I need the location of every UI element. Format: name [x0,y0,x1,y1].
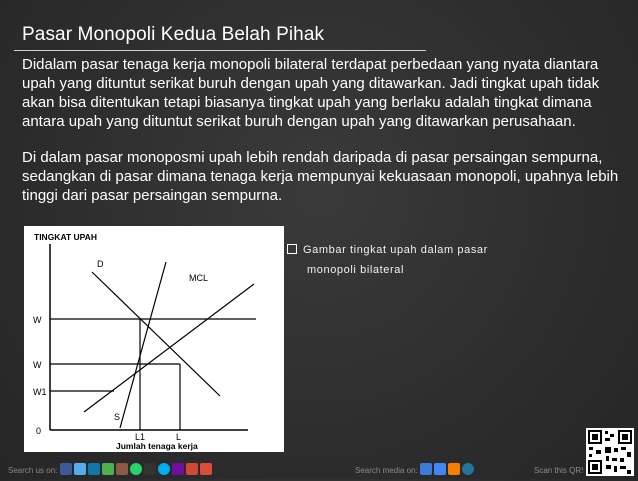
y-tick-w1: W1 [33,387,47,397]
skype-icon[interactable] [158,463,170,475]
x-tick-l: L [176,432,182,442]
google-icon[interactable] [434,463,446,475]
checkbox-bullet-icon [287,244,297,254]
demand-curve [92,272,220,396]
x-tick-l1: L1 [135,432,146,442]
blogger-icon[interactable] [448,463,460,475]
slide-title: Pasar Monopoli Kedua Belah Pihak [22,24,325,45]
footer-bar [0,461,638,479]
origin-label: 0 [36,426,42,436]
chart-xlabel: Jumlah tenaga kerja [116,441,198,451]
supply-label: S [114,412,121,422]
media-icons-right [420,463,474,475]
qr-code [586,428,634,476]
linkedin-icon[interactable] [88,463,100,475]
blackberry-icon[interactable] [144,463,156,475]
chart-ylabel: TINGKAT UPAH [34,232,97,242]
twitter-icon[interactable] [74,463,86,475]
mcl-curve [120,262,166,428]
wage-chart [24,226,284,452]
qr-code-icon [586,428,634,476]
demand-label: D [97,259,104,269]
mcl-label: MCL [189,273,209,283]
caption-line2: monopoli bilateral [307,264,405,276]
finder-icon[interactable] [420,463,432,475]
search-us-label: Search us on: [8,466,58,475]
googleplus-icon[interactable] [200,463,212,475]
wordpress-icon[interactable] [462,463,474,475]
supply-curve [84,284,254,412]
facebook-icon[interactable] [60,463,72,475]
search-media-label: Search media on: [355,466,418,475]
figure-caption [287,240,517,280]
paragraph-bilateral-monopoly: Didalam pasar tenaga kerja monopoli bilateral terdapat perbedaan yang nyata diantara upah yang dituntut serikat buruh dengan upah yang ditawarkan. Jadi tingkat upah tidak akan bisa ditentukan tetapi biasanya tingkat upah yang berlaku adalah tingkat dimana antara upah yang dituntut serikat buruh dengan upah yang ditawarkan perusahaan. [22,56,600,130]
title-underline [14,50,426,51]
social-icons-left [60,463,212,475]
scan-qr-label: Scan this QR! [534,466,584,475]
y-tick-w-middle: W [33,360,42,370]
caption-line1: Gambar tingkat upah dalam pasar [303,244,488,256]
instagram-icon[interactable] [116,463,128,475]
green-icon[interactable] [102,463,114,475]
email-icon[interactable] [186,463,198,475]
y-tick-w-upper: W [33,315,42,325]
whatsapp-icon[interactable] [130,463,142,475]
wage-chart-svg [24,226,284,452]
yahoo-icon[interactable] [172,463,184,475]
paragraph-monopsony: Di dalam pasar monoposmi upah lebih rendah daripada di pasar persaingan sempurna, sedangkan di pasar dimana tenaga kerja mempunyai kekuasaan monopoli, upahnya lebih tinggi dari pasar persaingan sempurna. [22,149,619,204]
